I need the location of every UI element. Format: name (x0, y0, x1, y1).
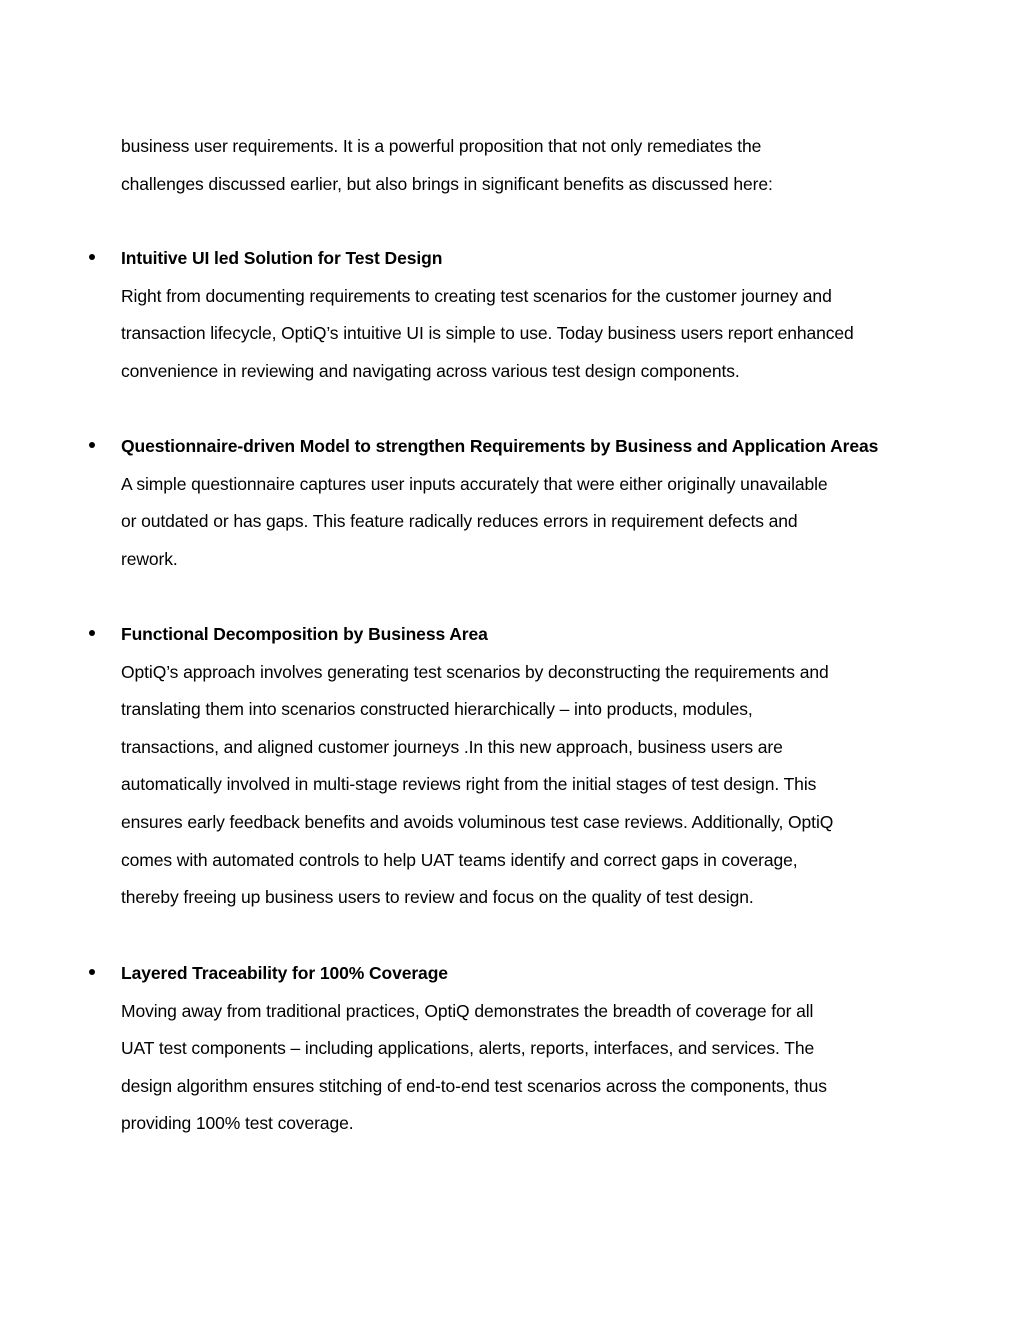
body-line: UAT test components – including applications, alerts, reports, interfaces, and services. The (121, 1038, 815, 1059)
item-body (121, 993, 911, 1143)
bullet-icon (89, 442, 95, 448)
body-line: translating them into scenarios constructed hierarchically – into products, modules, (121, 699, 753, 720)
body-line: OptiQ’s approach involves generating test scenarios by deconstructing the requirements and (121, 661, 829, 682)
body-line: ensures early feedback benefits and avoids voluminous test case reviews. Additionally, OptiQ (121, 811, 834, 832)
intro-line: business user requirements. It is a powerful proposition that not only remediates the (121, 136, 762, 156)
body-line: transactions, and aligned customer journeys .In this new approach, business users are (121, 736, 783, 757)
body-line: Right from documenting requirements to creating test scenarios for the customer journey and (121, 285, 832, 306)
body-line: providing 100% test coverage. (121, 1113, 354, 1134)
body-line: convenience in reviewing and navigating across various test design components. (121, 360, 740, 381)
body-line: design algorithm ensures stitching of end-to-end test scenarios across the components, thus (121, 1075, 827, 1096)
bullet-icon (89, 969, 95, 975)
item-body (121, 654, 911, 917)
body-line: Moving away from traditional practices, OptiQ demonstrates the breadth of coverage for all (121, 1000, 814, 1021)
item-body (121, 466, 911, 579)
body-line: comes with automated controls to help UAT teams identify and correct gaps in coverage, (121, 849, 798, 870)
body-line: thereby freeing up business users to review and focus on the quality of test design. (121, 887, 754, 908)
body-line: rework. (121, 548, 178, 569)
item-heading: Layered Traceability for 100% Coverage (121, 963, 448, 983)
body-line: automatically involved in multi-stage reviews right from the initial stages of test design. This (121, 774, 817, 795)
item-body (121, 278, 911, 391)
body-line: A simple questionnaire captures user inputs accurately that were either originally unavailable (121, 473, 828, 494)
item-heading: Functional Decomposition by Business Area (121, 624, 488, 644)
bullet-icon (89, 254, 95, 260)
body-line: or outdated or has gaps. This feature radically reduces errors in requirement defects and (121, 511, 798, 532)
item-heading: Intuitive UI led Solution for Test Design (121, 248, 443, 268)
intro-line: challenges discussed earlier, but also brings in significant benefits as discussed here: (121, 173, 773, 194)
item-heading: Questionnaire-driven Model to strengthen Requirements by Business and Application Areas (121, 436, 879, 456)
body-line: transaction lifecycle, OptiQ’s intuitive UI is simple to use. Today business users report enhanced (121, 323, 854, 344)
bullet-icon (89, 630, 95, 636)
